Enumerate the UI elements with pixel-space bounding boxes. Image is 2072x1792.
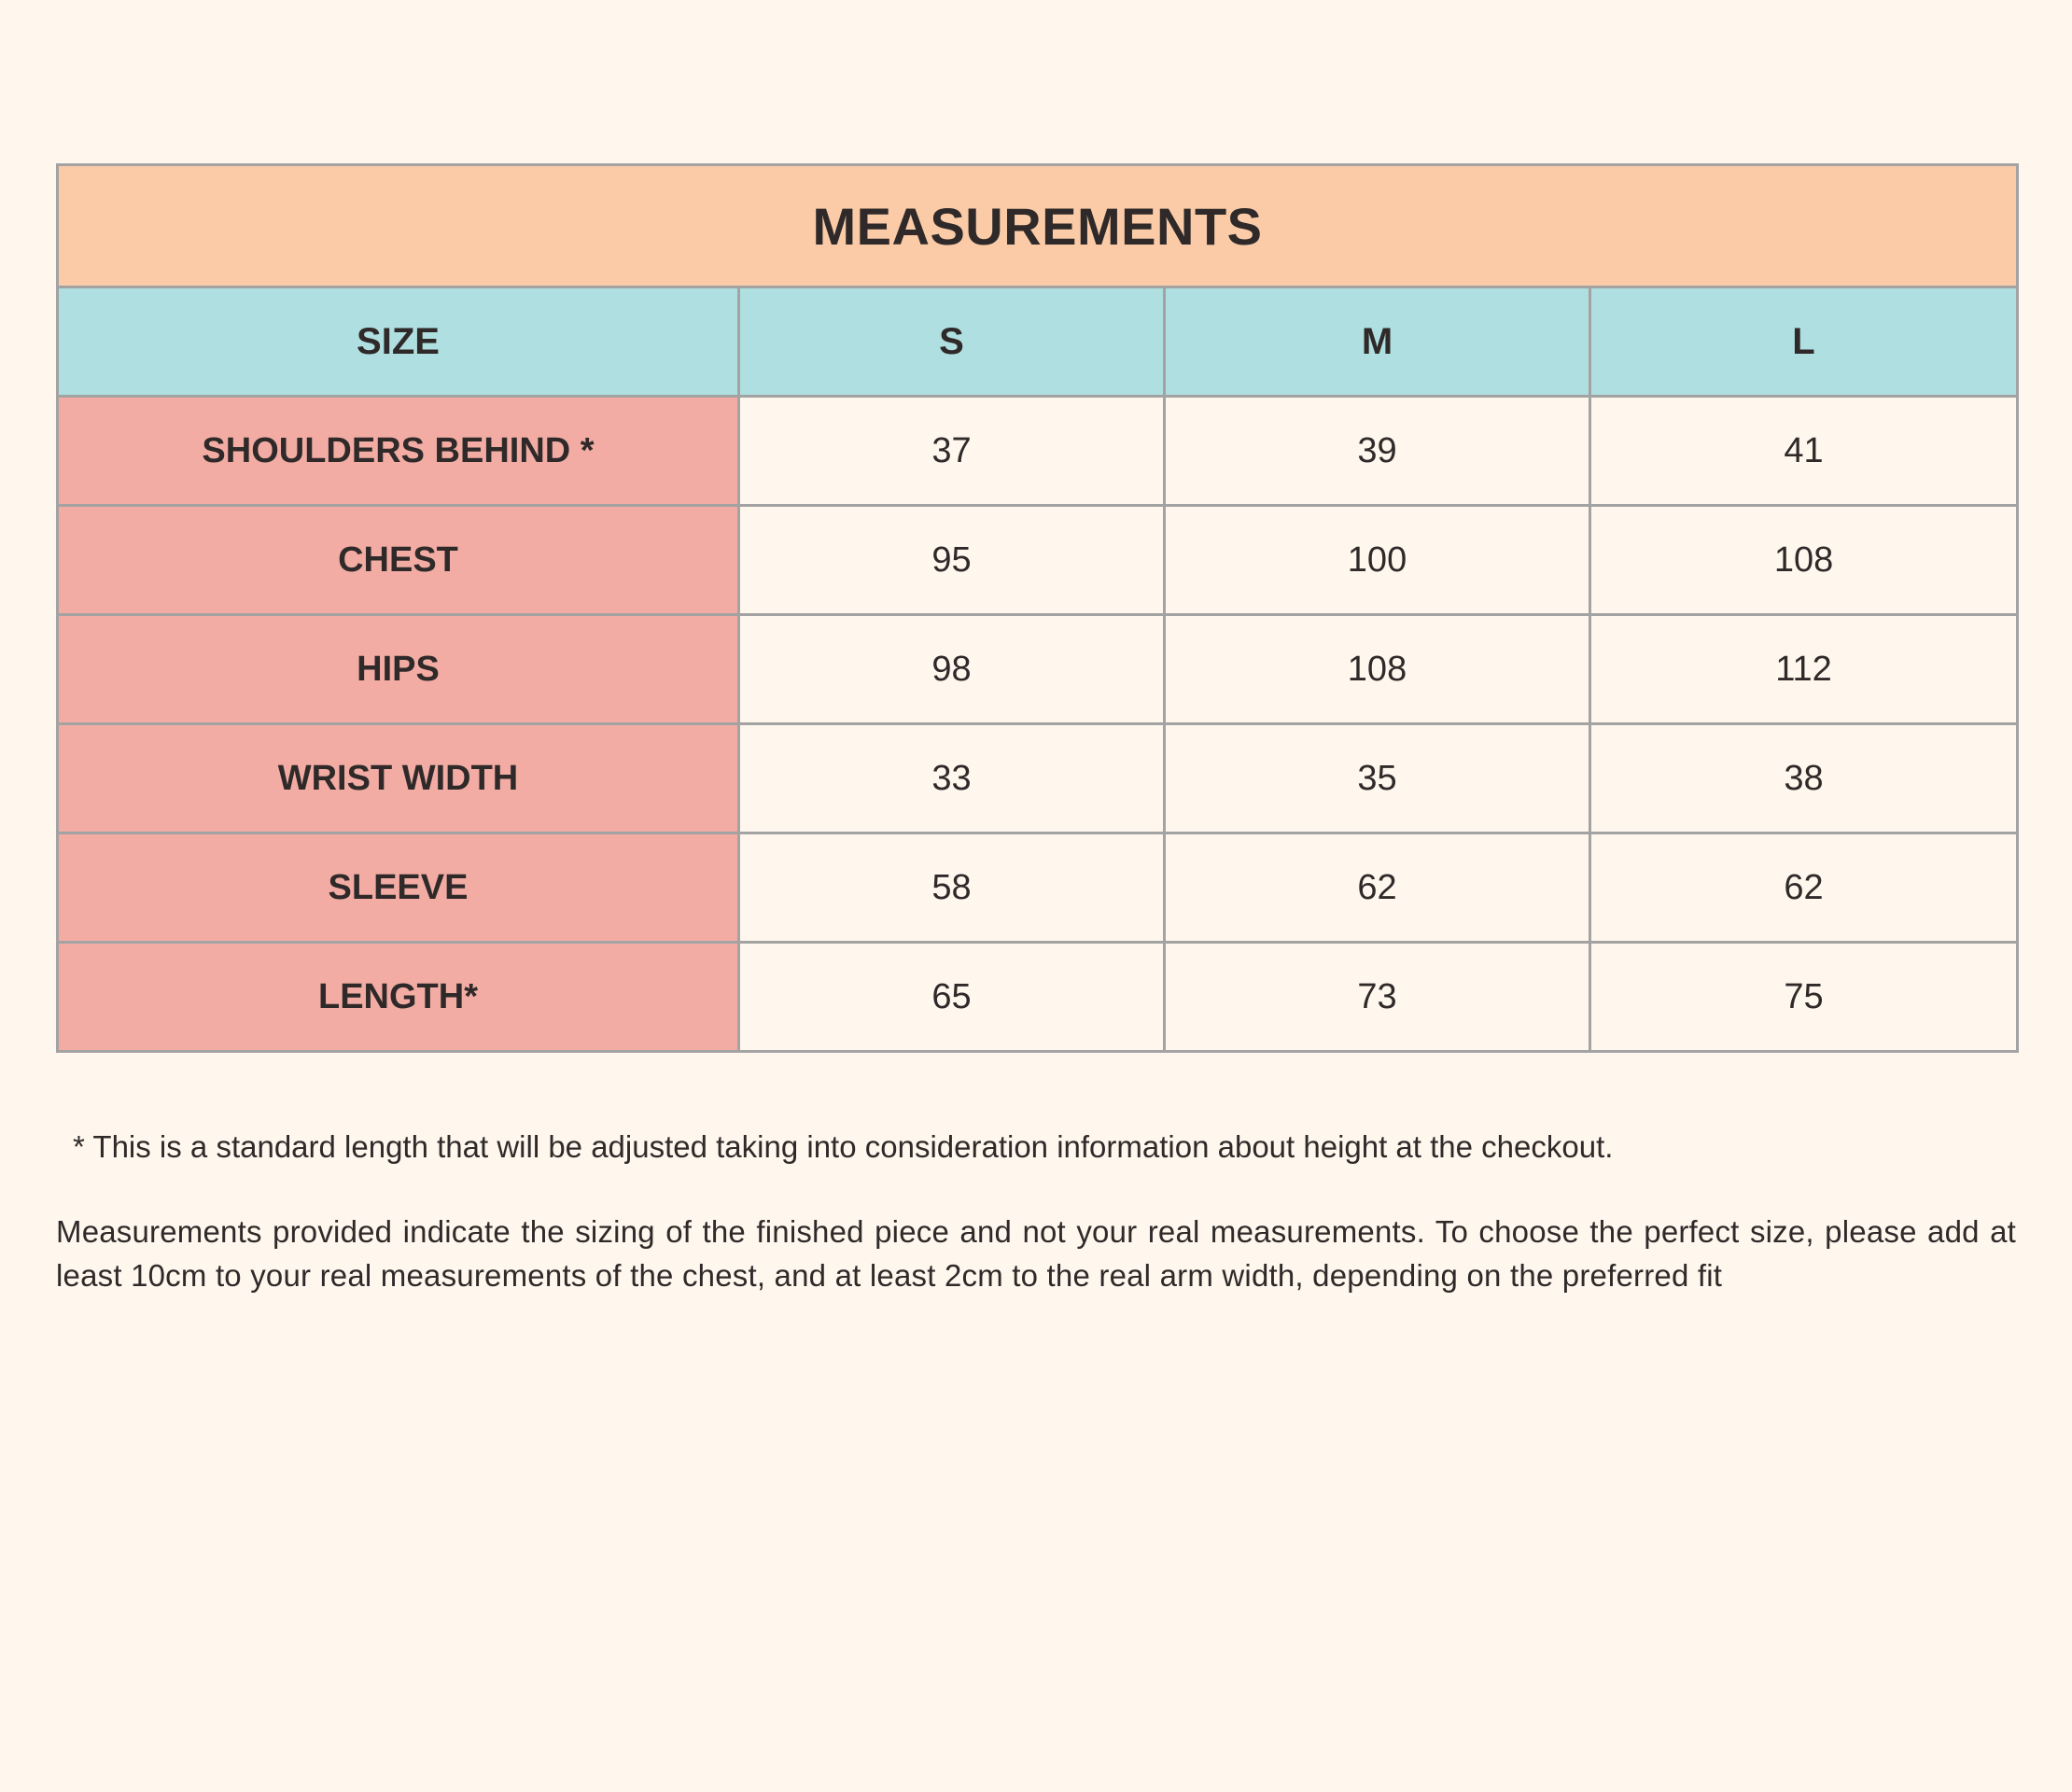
table-header-row xyxy=(58,287,2018,397)
row-label-shoulders: SHOULDERS BEHIND * xyxy=(58,397,739,506)
cell-value: 62 xyxy=(1165,833,1590,943)
cell-value: 75 xyxy=(1590,943,2018,1052)
cell-value: 95 xyxy=(739,506,1165,615)
table-row xyxy=(58,724,2018,833)
measurements-disclaimer: Measurements provided indicate the sizing of the finished piece and not your real measurements. To choose the perfect size, please add at least 10cm to your real measurements of the chest, and at least 2cm to the real arm width, depending on the preferred fit xyxy=(56,1214,2016,1293)
cell-value: 38 xyxy=(1590,724,2018,833)
header-l: L xyxy=(1590,287,2018,397)
table-row xyxy=(58,506,2018,615)
cell-value: 35 xyxy=(1165,724,1590,833)
row-label-hips: HIPS xyxy=(58,615,739,724)
measurements-table xyxy=(56,163,2019,1053)
header-m: M xyxy=(1165,287,1590,397)
table-title-row xyxy=(58,165,2018,287)
header-size: SIZE xyxy=(58,287,739,397)
table-row xyxy=(58,833,2018,943)
cell-value: 73 xyxy=(1165,943,1590,1052)
cell-value: 39 xyxy=(1165,397,1590,506)
table-title: MEASUREMENTS xyxy=(58,165,2018,287)
header-s: S xyxy=(739,287,1165,397)
cell-value: 41 xyxy=(1590,397,2018,506)
table-row xyxy=(58,615,2018,724)
table-row xyxy=(58,397,2018,506)
cell-value: 108 xyxy=(1165,615,1590,724)
table-row xyxy=(58,943,2018,1052)
row-label-chest: CHEST xyxy=(58,506,739,615)
row-label-length: LENGTH* xyxy=(58,943,739,1052)
cell-value: 100 xyxy=(1165,506,1590,615)
cell-value: 37 xyxy=(739,397,1165,506)
length-footnote: * This is a standard length that will be adjusted taking into consideration information about height at the checkout. xyxy=(73,1129,1614,1164)
measurements-table-wrapper xyxy=(56,163,2016,1053)
cell-value: 112 xyxy=(1590,615,2018,724)
row-label-sleeve: SLEEVE xyxy=(58,833,739,943)
cell-value: 98 xyxy=(739,615,1165,724)
cell-value: 62 xyxy=(1590,833,2018,943)
row-label-wrist-width: WRIST WIDTH xyxy=(58,724,739,833)
cell-value: 108 xyxy=(1590,506,2018,615)
cell-value: 65 xyxy=(739,943,1165,1052)
cell-value: 58 xyxy=(739,833,1165,943)
cell-value: 33 xyxy=(739,724,1165,833)
